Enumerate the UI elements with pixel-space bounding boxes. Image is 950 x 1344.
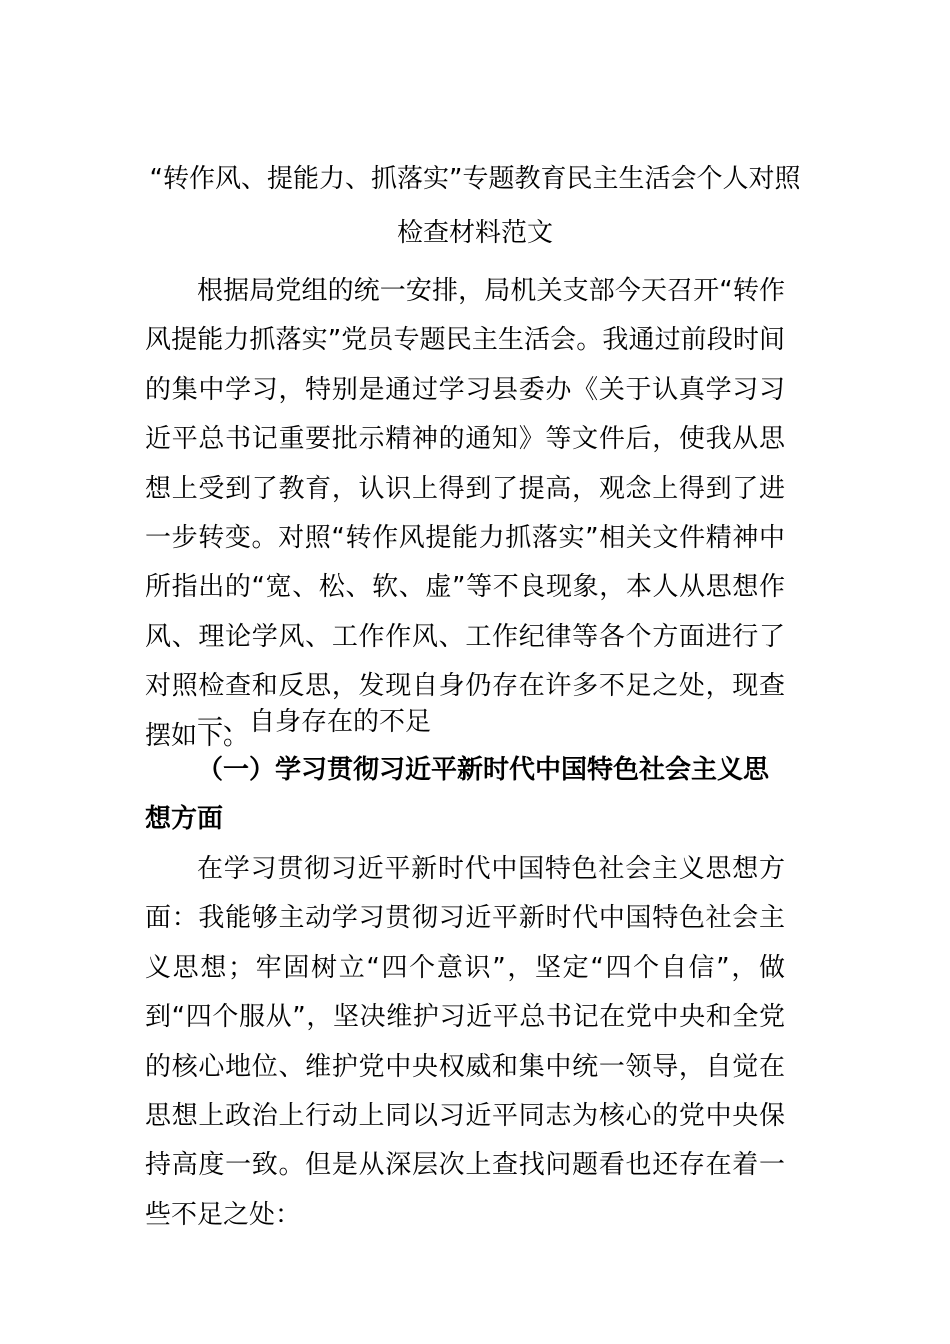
subsection-paragraph: 在学习贯彻习近平新时代中国特色社会主义思想方面：我能够主动学习贯彻习近平新时代中国特色社会主义思想；牢固树立“四个意识”，坚定“四个自信”，做到“四个服从”，坚决维护习近平总书记在党中央和全党的核心地位、维护党中央权威和集中统一领导，自觉在思想上政治上行动上同以习近平同志为核心的党中央保持高度一致。但是从深层次上查找问题看也还存在着一些不足之处： — [145, 854, 785, 1230]
subsection-heading: （一）学习贯彻习近平新时代中国特色社会主义思想方面 — [145, 755, 770, 835]
section-heading: 一、自身存在的不足 — [197, 707, 432, 737]
document-title: “转作风、提能力、抓落实”专题教育民主生活会个人对照检查材料范文 — [149, 164, 801, 248]
intro-paragraph: 根据局党组的统一安排，局机关支部今天召开“转作风提能力抓落实”党员专题民主生活会。我通过前段时间的集中学习，特别是通过学习县委办《关于认真学习习近平总书记重要批示精神的通知》等文件后，使我从思想上受到了教育，认识上得到了提高，观念上得到了进一步转变。对照“转作风提能力抓落实”相关文件精神中所指出的“宽、松、软、虚”等不良现象，本人从思想作风、理论学风、工作作风、工作纪律等各个方面进行了对照检查和反思，发现自身仍存在许多不足之处，现查摆如下。 — [145, 276, 785, 751]
